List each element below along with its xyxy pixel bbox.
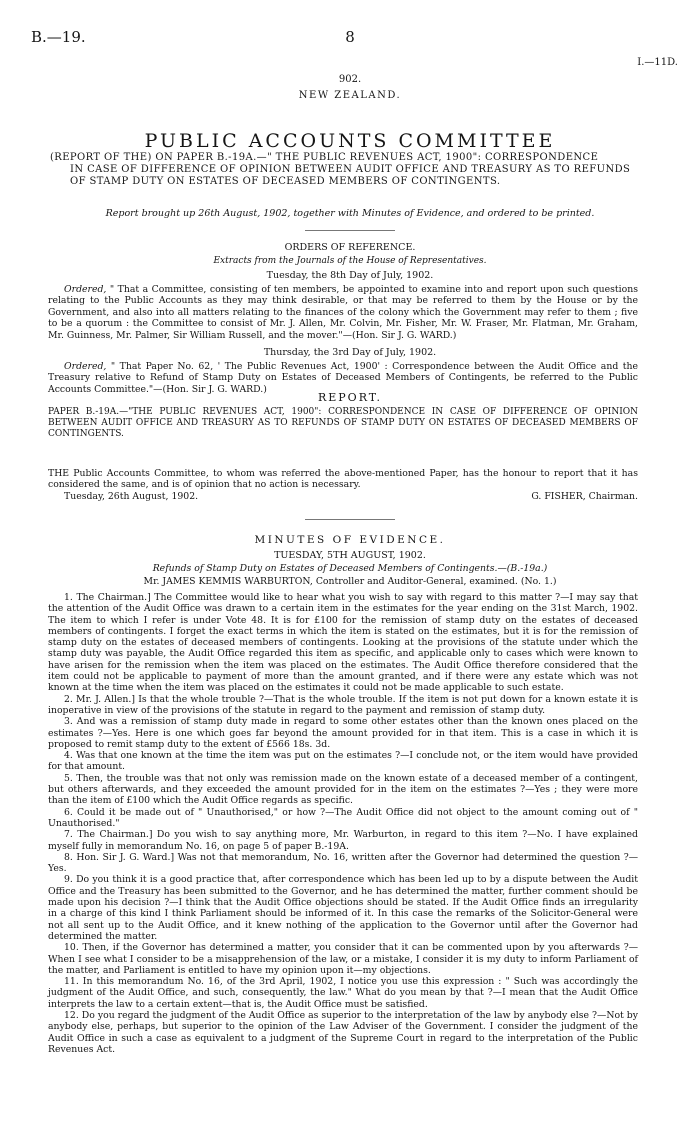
- order-2-lead: Ordered,: [64, 361, 107, 372]
- evidence-paragraph: 7. The Chairman.] Do you wish to say anything more, Mr. Warburton, in regard to this item ?—No. I have explained myself fully in memorandum No. 16, on page 5 of paper B.-19A.: [48, 829, 638, 852]
- report-date: Tuesday, 26th August, 1902.: [64, 491, 199, 502]
- header-paper-ref: B.—19.: [31, 28, 86, 46]
- evidence-paragraph: 11. In this memorandum No. 16, of the 3rd April, 1902, I notice you use this expression : " Such was accordingly the judgment of the Audit Office, and such, consequently, the law." What do you mean by that ?—I mean that the Audit Office interprets the law to a certain extent—that is, the Audit Office must be satisfied.: [48, 976, 638, 1010]
- report-brought-note: Report brought up 26th August, 1902, together with Minutes of Evidence, and ordered to be printed.: [105, 208, 595, 219]
- evidence-paragraph: 10. Then, if the Governor has determined a matter, you consider that it can be commented upon by you afterwards ?—When I see what I consider to be a misapprehension of the law, or a mistake, I consider it is my duty to inform Parliament of the matter, and Parliament is entitled to have my opinion upon it—my objections.: [48, 942, 638, 976]
- page-number: 8: [345, 28, 355, 46]
- evidence-paragraph: 1. The Chairman.] The Committee would like to hear what you wish to say with regard to this matter ?—I may say that the attention of the Audit Office was drawn to a certain item in the estimates for the year ending on the 31st March, 1902. The item to which I refer is under Vote 48. It is for £100 for the remission of stamp duty on the estates of deceased members of contingents. I forget the exact terms in which the item is stated on the estimates, but it is for the remission of stamp duty on the estates of deceased members of contingents. Looking at the provisions of the statute under which the stamp duty was payable, the Audit Office regarded this item as specific, and applicable only to cases which were known to have arisen for the remission when the item was placed on the estimates. The Audit Office therefore considered that the item could not be applicable to payment of more than the amount granted, and if there were any estate which was not known at the time when the item was placed on the estimates it could not be made applicable to such estate.: [48, 592, 638, 694]
- order-1-lead: Ordered,: [64, 284, 107, 295]
- evidence-paragraph: 8. Hon. Sir J. G. Ward.] Was not that memorandum, No. 16, written after the Governor had determined the question ?—Yes.: [48, 851, 638, 875]
- evidence-paragraph: 6. Could it be made out of " Unauthorised," or how ?—The Audit Office did not object to the amount coming out of " Unauthorised.": [48, 806, 638, 829]
- evidence-paragraph: 2. Mr. J. Allen.] Is that the whole trouble ?—That is the whole trouble. If the item is not put down for a known estate it is inoperative in view of the provisions of the statute in regard to the payment and remission of stamp duty.: [48, 693, 638, 716]
- subtitle: [50, 152, 638, 188]
- document-number: 902.: [338, 74, 362, 85]
- orders-heading: ORDERS OF REFERENCE.: [284, 242, 416, 253]
- order-1-text: " That a Committee, consisting of ten members, be appointed to examine into and report upon such questions relating to the Public Accounts as they may think desirable, or that may be referred to them by the House or by the Government, and also into all matters relating to the finances of the colony which the Government may refer to them ; five to be a quorum : the Committee to consist of Mr. J. Allen, Mr. Colvin, Mr. Fisher, Mr. W. Fraser, Mr. Flatman, Mr. Graham, Mr. Guinness, Mr. Palmer, Sir William Russell, and the mover."—(Hon. Sir J. G. WARD.): [48, 284, 638, 341]
- order-date-2: Thursday, the 3rd Day of July, 1902.: [263, 347, 437, 358]
- minutes-heading: MINUTES OF EVIDENCE.: [254, 534, 446, 546]
- order-date-1: Tuesday, the 8th Day of July, 1902.: [266, 270, 434, 281]
- evidence-paragraph: 12. Do you regard the judgment of the Audit Office as superior to the interpretation of the law by anybody else ?—Not by anybody else, perhaps, but superior to the opinion of the Law Adviser of the Government. I consider the judgment of the Audit Office in such a case as equivalent to a judgment of the Supreme Court in regard to the interpretation of the Public Revenues Act.: [48, 1009, 638, 1055]
- evidence-paragraph: 4. Was that one known at the time the item was put on the estimates ?—I conclude not, or the item would have provided for that amount.: [48, 750, 638, 773]
- report-heading: REPORT.: [317, 391, 383, 404]
- report-body: THE Public Accounts Committee, to whom was referred the above-mentioned Paper, has the honour to report that it has considered the same, and is of opinion that no action is necessary.: [48, 468, 638, 491]
- witness-line: Mr. JAMES KEMMIS WARBURTON, Controller and Auditor-General, examined. (No. 1.): [143, 576, 557, 587]
- order-2-text: " That Paper No. 62, ' The Public Revenues Act, 1900' : Correspondence between the Audit Office and the Treasury relative to Refund of Stamp Duty on Estates of Deceased Members of Contingents, be referred to the Public Accounts Committee."—(Hon. Sir J. G. WARD.): [48, 361, 638, 395]
- country-heading: NEW ZEALAND.: [298, 90, 402, 101]
- extracts-heading: Extracts from the Journals of the House of Representatives.: [213, 256, 487, 266]
- minutes-date: TUESDAY, 5TH AUGUST, 1902.: [274, 550, 426, 561]
- divider: [305, 519, 395, 520]
- page-title: PUBLIC ACCOUNTS COMMITTEE: [144, 130, 556, 152]
- minutes-subject: Refunds of Stamp Duty on Estates of Deceased Members of Contingents.—(B.-19a.): [152, 563, 548, 574]
- subtitle-line-2: IN CASE OF DIFFERENCE OF OPINION BETWEEN AUDIT OFFICE AND TREASURY AS TO REFUNDS: [70, 164, 631, 175]
- order-paragraph-1: [48, 284, 638, 341]
- evidence-paragraph: 5. Then, the trouble was that not only was remission made on the known estate of a deceased member of a contingent, but others afterwards, and they exceeded the amount provided for in the item on the estimates ?—Yes ; they were more than the item of £100 which the Audit Office regards as specific.: [48, 772, 638, 807]
- subtitle-line-1: (REPORT OF THE) ON PAPER B.-19A.—" THE PUBLIC REVENUES ACT, 1900": CORRESPONDENCE: [50, 152, 599, 163]
- report-paper-reference: PAPER B.-19A.—"THE PUBLIC REVENUES ACT, 1900": CORRESPONDENCE IN CASE OF DIFFERENCE OF OPINION BETWEEN AUDIT OFFICE AND TREASURY AS TO REFUNDS OF STAMP DUTY ON ESTATES OF DECEASED MEMBERS OF CONTINGENTS.: [48, 407, 638, 439]
- evidence-transcript: [48, 592, 638, 1055]
- report-signature: G. FISHER, Chairman.: [531, 491, 638, 502]
- subtitle-line-3: OF STAMP DUTY ON ESTATES OF DECEASED MEMBERS OF CONTINGENTS.: [70, 176, 501, 187]
- evidence-paragraph: 9. Do you think it is a good practice that, after correspondence which has been led up to by a dispute between the Audit Office and the Treasury has been submitted to the Governor, and he has determined the matter, further comment should be made upon his decision ?—I think that the Audit Office objections should be stated. If the Audit Office finds an irregularity in a charge of this kind I think Parliament should be informed of it. In this case the remarks of the Solicitor-General were not all sent up to the Audit Office, and it knew nothing of the application to the Governor until after the Governor had determined the matter.: [48, 874, 638, 942]
- evidence-paragraph: 3. And was a remission of stamp duty made in regard to some other estates other than the known ones placed on the estimates ?—Yes. Here is one which goes far beyond the amount provided for in that item. This is a case in which it is proposed to remit stamp duty to the extent of £566 18s. 3d.: [48, 716, 638, 750]
- divider: [305, 230, 395, 231]
- header-right-ref: I.—11D.: [637, 57, 678, 68]
